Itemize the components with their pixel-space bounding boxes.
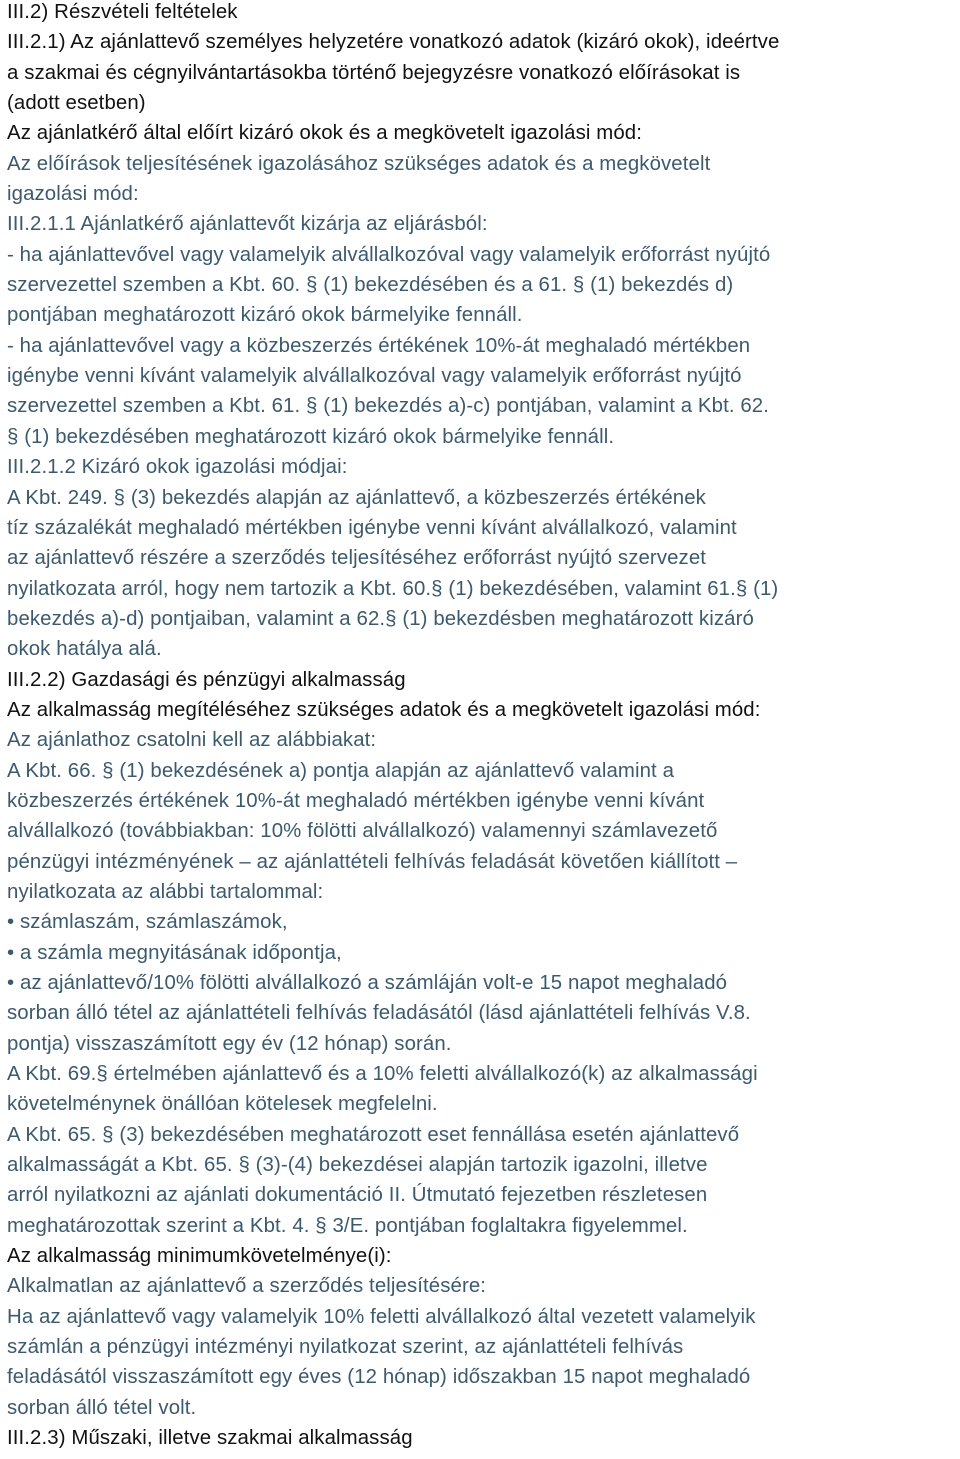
text-line: sorban álló tétel az ajánlattételi felhívás feladásától (lásd ajánlattételi felhívás V.8.: [7, 1002, 751, 1025]
text-line: III.2.2) Gazdasági és pénzügyi alkalmasság: [7, 668, 406, 691]
text-line: tíz százalékát meghaladó mértékben igénybe venni kívánt alvállalkozó, valamint: [7, 516, 737, 539]
text-line: igénybe venni kívánt valamelyik alvállalkozóval vagy valamelyik erőforrást nyújtó: [7, 365, 742, 388]
text-line: Az ajánlatkérő által előírt kizáró okok és a megkövetelt igazolási mód:: [7, 122, 642, 145]
text-line: III.2.1.1 Ajánlatkérő ajánlattevőt kizárja az eljárásból:: [7, 213, 488, 236]
text-line: - ha ajánlattevővel vagy valamelyik alvállalkozóval vagy valamelyik erőforrást nyújtó: [7, 243, 771, 266]
text-line: III.2.1.2 Kizáró okok igazolási módjai:: [7, 456, 348, 479]
text-line: - ha ajánlattevővel vagy a közbeszerzés értékének 10%-át meghaladó mértékben: [7, 334, 751, 357]
text-line: Az alkalmasság megítéléséhez szükséges adatok és a megkövetelt igazolási mód:: [7, 698, 761, 721]
text-line: okok hatálya alá.: [7, 638, 162, 661]
text-line: nyilatkozata az alábbi tartalommal:: [7, 880, 324, 903]
text-line: feladásától visszaszámított egy éves (12 hónap) időszakban 15 napot meghaladó: [7, 1366, 751, 1389]
text-line: III.2) Részvételi feltételek: [7, 1, 238, 23]
text-line: közbeszerzés értékének 10%-át meghaladó mértékben igénybe venni kívánt: [7, 789, 705, 812]
text-line: pontjában meghatározott kizáró okok bármelyike fennáll.: [7, 304, 523, 327]
text-line: szervezettel szemben a Kbt. 60. § (1) bekezdésében és a 61. § (1) bekezdés d): [7, 274, 734, 297]
text-line: • az ajánlattevő/10% fölötti alvállalkozó a számláján volt-e 15 napot meghaladó: [7, 972, 728, 994]
text-line: A Kbt. 69.§ értelmében ajánlattevő és a 10% feletti alvállalkozó(k) az alkalmassági: [7, 1063, 758, 1086]
text-line: nyilatkozata arról, hogy nem tartozik a Kbt. 60.§ (1) bekezdésében, valamint 61.§ (1): [7, 577, 779, 600]
text-line: sorban álló tétel volt.: [7, 1396, 197, 1419]
text-line: pontja) visszaszámított egy év (12 hónap) során.: [7, 1032, 452, 1055]
text-line: az ajánlattevő részére a szerződés teljesítéséhez erőforrást nyújtó szervezet: [7, 547, 707, 570]
text-line: A Kbt. 66. § (1) bekezdésének a) pontja alapján az ajánlattevő valamint a: [7, 759, 675, 782]
text-line: § (1) bekezdésében meghatározott kizáró okok bármelyike fennáll.: [7, 425, 615, 448]
text-line: III.2.1) Az ajánlattevő személyes helyzetére vonatkozó adatok (kizáró okok), ideértve: [7, 31, 780, 54]
text-line: Alkalmatlan az ajánlattevő a szerződés teljesítésére:: [7, 1275, 487, 1298]
text-line: meghatározottak szerint a Kbt. 4. § 3/E. pontjában foglaltakra figyelemmel.: [7, 1214, 688, 1237]
text-line: Az előírások teljesítésének igazolásához szükséges adatok és a megkövetelt: [7, 152, 711, 175]
text-line: Az alkalmasság minimumkövetelménye(i):: [7, 1245, 392, 1268]
text-line: bekezdés a)-d) pontjaiban, valamint a 62.§ (1) bekezdésben meghatározott kizáró: [7, 607, 754, 630]
text-line: • számlaszám, számlaszámok,: [7, 911, 288, 934]
text-line: A Kbt. 249. § (3) bekezdés alapján az ajánlattevő, a közbeszerzés értékének: [7, 486, 706, 509]
text-line: Ha az ajánlattevő vagy valamelyik 10% feletti alvállalkozó által vezetett valamelyik: [7, 1305, 756, 1328]
text-line: szervezettel szemben a Kbt. 61. § (1) bekezdés a)-c) pontjában, valamint a Kbt. 62.: [7, 395, 770, 418]
text-line: alkalmasságát a Kbt. 65. § (3)-(4) bekezdései alapján tartozik igazolni, illetve: [7, 1154, 708, 1177]
text-line: a szakmai és cégnyilvántartásokba történő bejegyzésre vonatkozó előírásokat is: [7, 61, 741, 84]
text-line: számlán a pénzügyi intézményi nyilatkozat szerint, az ajánlattételi felhívás: [7, 1336, 684, 1359]
text-line: arról nyilatkozni az ajánlati dokumentáció II. Útmutató fejezetben részletesen: [7, 1184, 708, 1207]
text-line: követelménynek önállóan kötelesek megfelelni.: [7, 1093, 438, 1116]
text-line: • a számla megnyitásának időpontja,: [7, 941, 342, 964]
text-line: pénzügyi intézményének – az ajánlattételi felhívás feladását követően kiállított –: [7, 850, 738, 873]
text-line: (adott esetben): [7, 92, 146, 115]
text-line: A Kbt. 65. § (3) bekezdésében meghatározott eset fennállása esetén ajánlattevő: [7, 1123, 740, 1146]
text-line: alvállalkozó (továbbiakban: 10% fölötti alvállalkozó) valamennyi számlavezető: [7, 820, 718, 843]
text-line: III.2.3) Műszaki, illetve szakmai alkalmasság: [7, 1427, 413, 1450]
document-page: [7, 0, 957, 1454]
text-line: igazolási mód:: [7, 183, 139, 206]
text-line: Az ajánlathoz csatolni kell az alábbiakat:: [7, 729, 377, 752]
